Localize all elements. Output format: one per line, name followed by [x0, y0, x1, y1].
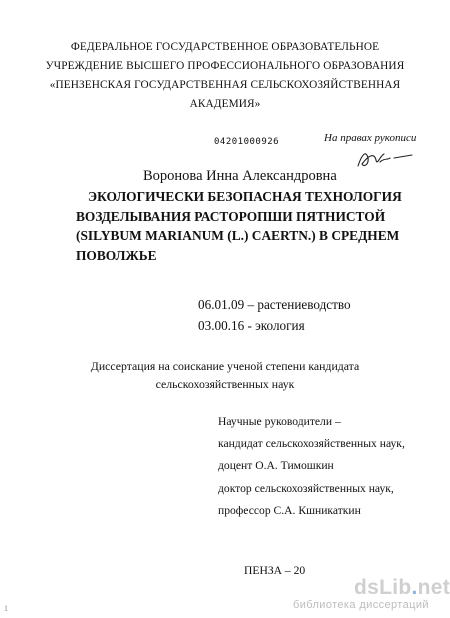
institution-line: УЧРЕЖДЕНИЕ ВЫСШЕГО ПРОФЕССИОНАЛЬНОГО ОБРАЗОВАНИЯ: [45, 60, 405, 72]
title-line: ВОЗДЕЛЫВАНИЯ РАСТОРОПШИ ПЯТНИСТОЙ: [76, 208, 386, 224]
specialty-code: 06.01.09 – растениеводство: [198, 297, 351, 312]
supervisor-line: доцент О.А. Тимошкин: [218, 459, 334, 473]
institution-header: [0, 38, 450, 114]
supervisor-line: доктор сельскохозяйственных наук,: [218, 481, 394, 495]
document-code: 04201000926: [214, 137, 280, 147]
title-line: (SILYBUM MARIANUM (L.) CAERTN.) В СРЕДНЕМ: [76, 228, 400, 243]
logo-dot: .: [411, 576, 418, 599]
supervisor-line: профессор С.А. Кшникаткин: [218, 503, 361, 517]
supervisors-block: [218, 411, 405, 522]
dslib-logo: [354, 576, 450, 600]
manuscript-note: На правах рукописи: [324, 132, 417, 144]
dslib-subtitle: библиотека диссертаций: [293, 599, 429, 611]
author-name: Воронова Инна Александровна: [143, 168, 337, 184]
logo-tld: net: [417, 576, 450, 599]
title-line: ПОВОЛЖЬЕ: [76, 247, 157, 263]
page-mark: 1: [4, 604, 8, 613]
institution-line: ФЕДЕРАЛЬНОЕ ГОСУДАРСТВЕННОЕ ОБРАЗОВАТЕЛЬНОЕ: [70, 41, 380, 53]
dissertation-title: [76, 187, 406, 265]
degree-line: сельскохозяйственных наук: [155, 377, 295, 391]
title-line: ЭКОЛОГИЧЕСКИ БЕЗОПАСНАЯ ТЕХНОЛОГИЯ: [88, 189, 402, 204]
institution-line: АКАДЕМИЯ»: [189, 98, 261, 110]
logo-main: dsLib: [354, 576, 412, 599]
institution-line: «ПЕНЗЕНСКАЯ ГОСУДАРСТВЕННАЯ СЕЛЬСКОХОЗЯЙСТВЕННАЯ: [49, 79, 401, 91]
city-year: ПЕНЗА – 20: [244, 564, 306, 577]
supervisor-line: Научные руководители –: [218, 415, 341, 428]
supervisor-line: кандидат сельскохозяйственных наук,: [218, 437, 405, 451]
handwritten-signature: [354, 146, 414, 172]
degree-line: Диссертация на соискание ученой степени кандидата: [90, 359, 360, 373]
degree-statement: [0, 357, 450, 393]
specialty-code: 03.00.16 - экология: [198, 318, 305, 333]
